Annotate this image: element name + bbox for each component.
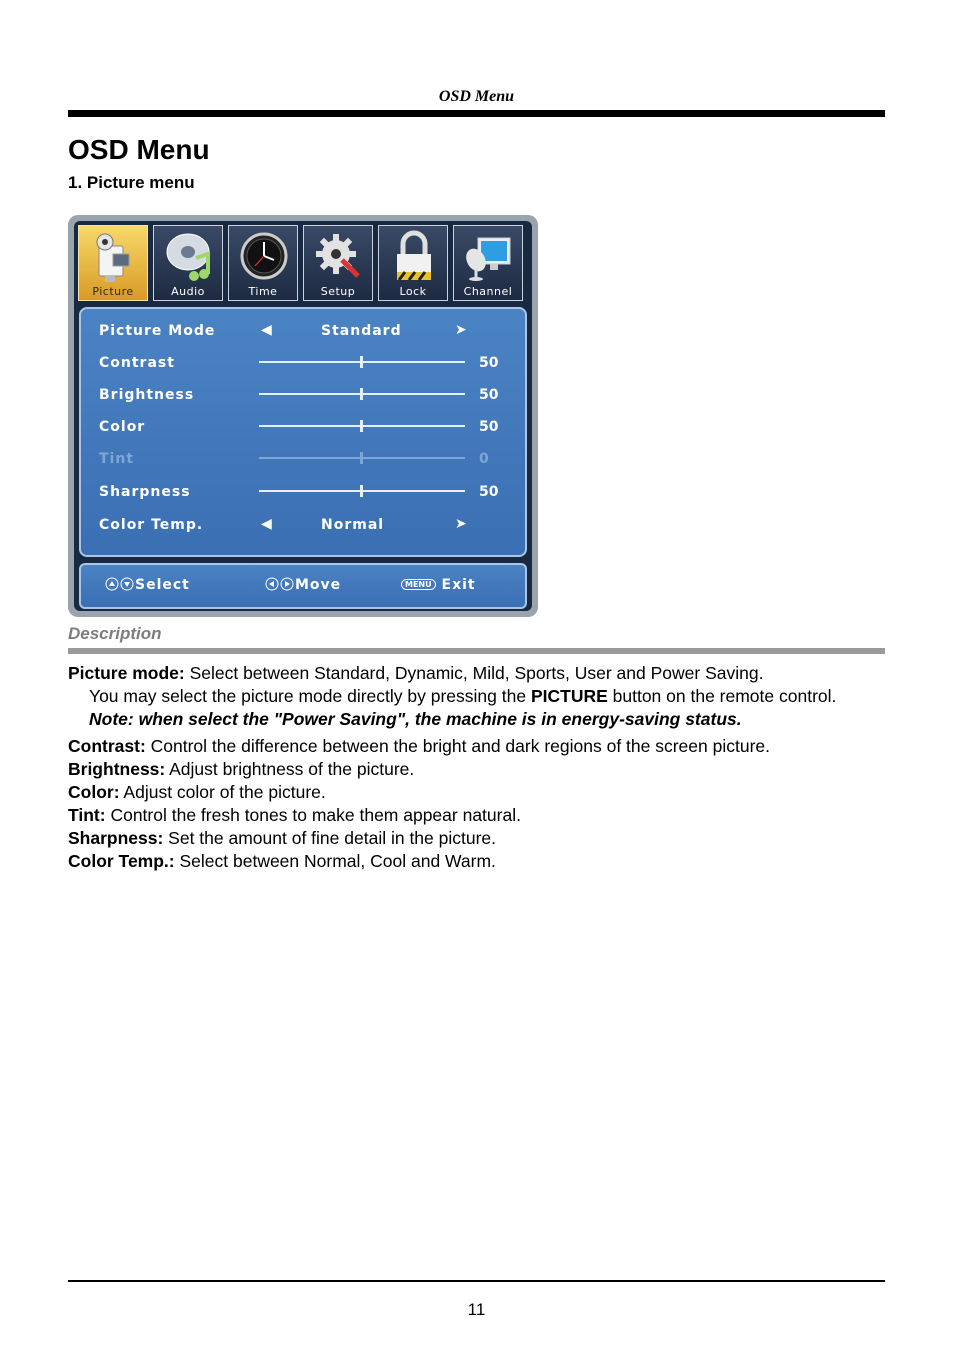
tab-time[interactable]	[228, 225, 298, 301]
arrow-right-icon[interactable]: ➤	[455, 516, 467, 532]
term: Sharpness:	[68, 828, 164, 848]
page-title: OSD Menu	[68, 134, 210, 165]
page-number: 11	[467, 1300, 486, 1319]
brightness-row[interactable]	[81, 383, 525, 409]
tab-channel[interactable]	[453, 225, 523, 301]
term: Brightness:	[68, 759, 166, 779]
slider-knob[interactable]	[360, 420, 363, 432]
tab-setup[interactable]	[303, 225, 373, 301]
brightness-desc	[68, 758, 885, 781]
definition: Adjust color of the picture.	[119, 782, 326, 802]
brightness-value: 50	[479, 387, 499, 403]
satellite-monitor-icon	[464, 230, 514, 284]
slider-knob[interactable]	[360, 388, 363, 400]
hint-move	[265, 577, 341, 593]
description-heading: Description	[68, 624, 162, 643]
sharpness-desc	[68, 827, 885, 850]
running-header: OSD Menu	[438, 88, 515, 105]
tint-desc	[68, 804, 885, 827]
definition: Set the amount of fine detail in the picture.	[163, 828, 497, 848]
tab-label: Time	[248, 285, 278, 298]
tint-slider	[259, 457, 465, 459]
clock-icon	[239, 230, 289, 284]
tab-label: Audio	[171, 285, 205, 298]
picture-mode-value: Standard	[321, 323, 402, 339]
contrast-row[interactable]	[81, 351, 525, 377]
tint-value: 0	[479, 451, 489, 467]
slider-knob[interactable]	[360, 356, 363, 368]
tab-label: Channel	[463, 285, 513, 298]
definition: Adjust brightness of the picture.	[165, 759, 415, 779]
contrast-value: 50	[479, 355, 499, 371]
tab-picture[interactable]	[78, 225, 148, 301]
description-rule	[68, 648, 885, 654]
tab-label: Lock	[399, 285, 427, 298]
row-label: Color	[99, 419, 146, 435]
term: Tint:	[68, 805, 106, 825]
definition: You may select the picture mode directly by pressing the	[89, 686, 531, 706]
row-label: Sharpness	[99, 484, 191, 500]
left-right-keys-icon	[265, 577, 295, 591]
row-label: Contrast	[99, 355, 175, 371]
power-saving-note: Note: when select the "Power Saving", the machine is in energy-saving status.	[89, 709, 742, 729]
tab-lock[interactable]	[378, 225, 448, 301]
osd-hint-bar	[79, 563, 527, 609]
arrow-right-icon[interactable]: ➤	[455, 322, 467, 338]
definition: button on the remote control.	[607, 686, 837, 706]
section-title: 1. Picture menu	[68, 173, 195, 192]
gear-icon	[314, 230, 364, 284]
up-down-keys-icon	[105, 577, 135, 591]
term: Contrast:	[68, 736, 146, 756]
definition: Control the difference between the bright and dark regions of the screen picture.	[145, 736, 771, 756]
term: Color Temp.:	[68, 851, 175, 871]
hint-select-label: Select	[135, 577, 190, 593]
footer-rule	[68, 1280, 885, 1282]
brightness-slider[interactable]	[259, 393, 465, 395]
picture-mode-extra	[68, 685, 885, 708]
sharpness-slider[interactable]	[259, 490, 465, 492]
color-temp-value: Normal	[321, 517, 385, 533]
key-name: PICTURE	[530, 686, 608, 706]
slider-knob[interactable]	[360, 485, 363, 497]
sharpness-row[interactable]	[81, 480, 525, 506]
picture-mode-row[interactable]	[81, 319, 525, 345]
contrast-desc	[68, 735, 885, 758]
osd-frame	[74, 221, 532, 611]
sharpness-value: 50	[479, 484, 499, 500]
row-label: Picture Mode	[99, 323, 216, 339]
slider-knob	[360, 452, 363, 464]
definition: Control the fresh tones to make them appear natural.	[105, 805, 521, 825]
description-list	[68, 662, 885, 873]
contrast-slider[interactable]	[259, 361, 465, 363]
menu-key-icon: MENU	[401, 579, 436, 590]
tab-label: Setup	[320, 285, 356, 298]
picture-mode-desc	[68, 662, 885, 685]
definition: Select between Normal, Cool and Warm.	[174, 851, 496, 871]
row-label: Tint	[99, 451, 135, 467]
color-row[interactable]	[81, 415, 525, 441]
hint-move-label: Move	[295, 577, 342, 593]
hint-exit	[401, 577, 476, 593]
padlock-icon	[389, 230, 439, 284]
picture-settings-panel	[79, 307, 527, 557]
osd-menu-screenshot	[68, 215, 538, 617]
definition: Select between Standard, Dynamic, Mild, Sports, User and Power Saving.	[184, 663, 764, 683]
color-temp-row[interactable]	[81, 513, 525, 539]
arrow-left-icon[interactable]: ◀	[261, 322, 272, 338]
color-value: 50	[479, 419, 499, 435]
row-label: Brightness	[99, 387, 195, 403]
tab-audio[interactable]	[153, 225, 223, 301]
arrow-left-icon[interactable]: ◀	[261, 516, 272, 532]
tab-label: Picture	[92, 285, 134, 298]
camera-icon	[89, 230, 139, 284]
color-temp-desc	[68, 850, 885, 873]
tint-row	[81, 447, 525, 473]
header-rule	[68, 110, 885, 117]
hint-select	[105, 577, 190, 593]
row-label: Color Temp.	[99, 517, 204, 533]
hint-exit-label: Exit	[441, 577, 476, 593]
term: Picture mode:	[68, 663, 185, 683]
audio-disc-icon	[164, 230, 214, 284]
color-desc	[68, 781, 885, 804]
color-slider[interactable]	[259, 425, 465, 427]
term: Color:	[68, 782, 120, 802]
